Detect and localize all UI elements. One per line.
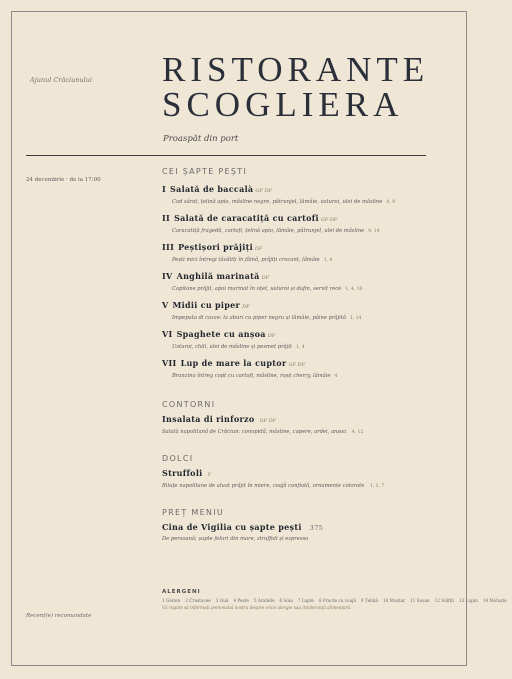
course-numeral: II — [162, 213, 171, 223]
allergen-note: Vă rugăm să informați personalul nostru despre orice alergie sau intoleranță alimentară. — [162, 604, 352, 610]
dolci-description: Biluțe napolitane de aluat prăjit în miere, coajă confiată, ornamente colorate — [162, 483, 365, 489]
allergen-list — [162, 598, 507, 605]
header-divider — [26, 155, 426, 156]
course-numeral: III — [162, 242, 175, 252]
course-name: Salată de caracatiță cu cartofi — [174, 213, 319, 223]
menu-description: De persoană; șapte feluri din mare, struffoli și espresso — [162, 536, 309, 542]
course-item — [162, 242, 424, 264]
title-line-2: SCOGLIERA — [162, 85, 404, 124]
allergen-entry: 13 Lupin — [458, 598, 478, 603]
course-name: Peștișori prăjiți — [178, 242, 253, 252]
allergen-codes: 1, 4 — [296, 345, 305, 350]
menu-price: 375 — [309, 524, 324, 532]
diet-badge: GF DF — [259, 418, 277, 424]
course-list — [162, 184, 424, 380]
sidebar-note: Recent(e) recomandate — [26, 613, 92, 619]
section-heading-dolci: DOLCI — [162, 454, 194, 463]
allergen-entry: 3 Ouă — [215, 598, 229, 603]
diet-badge: GF DF — [255, 188, 272, 194]
menu-name: Cina de Vigilia cu șapte pești — [162, 522, 302, 532]
allergen-codes: 4 — [334, 374, 338, 379]
allergen-entry: 7 Lapte — [297, 598, 314, 603]
allergen-entry: 12 Sulfiți — [434, 598, 454, 603]
allergen-entry: 10 Muștar — [383, 598, 405, 603]
allergen-codes: 4, 9 — [386, 200, 395, 205]
course-name: Lup de mare la cuptor — [180, 358, 287, 368]
course-description: Capitone prăjit, apoi marinat în oțet, usturoi și dafin, servit rece — [172, 286, 342, 292]
allergen-entry: 1 Gluten — [162, 598, 181, 603]
section-heading-fishes: CEI ȘAPTE PEȘTI — [162, 167, 248, 176]
section-heading-contorni: CONTORNI — [162, 400, 216, 409]
allergens-block — [162, 589, 507, 611]
course-description: Caracatiță fragedă, cartofi, țelină apio, lămâie, pătrunjel, ulei de măsline — [172, 228, 365, 234]
course-item — [162, 329, 424, 351]
course-name: Anghilă marinată — [176, 271, 260, 281]
diet-badge: GF DF — [320, 217, 338, 223]
restaurant-title — [162, 52, 429, 122]
course-item — [162, 213, 424, 235]
course-name: Salată de baccalà — [170, 184, 254, 194]
title-line-1: RISTORANTE — [162, 50, 430, 89]
allergen-codes: 1, 4 — [323, 258, 333, 263]
allergen-entry: 2 Crustacee — [185, 598, 211, 603]
allergen-entry: 4 Pește — [233, 598, 249, 603]
allergen-codes: 9, 14 — [368, 229, 380, 234]
course-item — [162, 271, 424, 293]
allergen-codes: 1, 4, 10 — [345, 287, 363, 292]
course-item — [162, 300, 424, 322]
allergen-entry: 5 Arahide — [253, 598, 275, 603]
course-item — [162, 358, 424, 380]
course-numeral: V — [162, 300, 169, 310]
course-numeral: VI — [162, 329, 173, 339]
diet-badge: DF — [261, 275, 270, 281]
allergen-entry: 9 Țelină — [360, 598, 379, 603]
section-heading-price: PREȚ MENIU — [162, 508, 225, 517]
diet-badge: DF — [254, 246, 263, 252]
course-description: Pești mici întregi tăvăliți în făină, prăjiți crocant, lămâie — [172, 257, 320, 263]
course-description: Impepata di cozze: la aburi cu piper negru și lămâie, pâine prăjită — [172, 315, 346, 321]
course-description: Cod sărat, țelină apio, măsline negre, pătrunjel, lămâie, usturoi, ulei de măsline — [172, 199, 383, 205]
course-name: Midii cu piper — [172, 300, 241, 310]
price-item — [162, 522, 424, 543]
allergen-entry: 14 Moluște — [482, 598, 507, 603]
occasion-label: Ajunul Crăciunului — [30, 76, 92, 84]
diet-badge: DF — [267, 333, 276, 339]
tagline: Proaspăt din port — [163, 134, 239, 144]
contorni-name: Insalata di rinforzo — [162, 414, 255, 424]
course-description: Usturoi, chili, ulei de măsline și pesmet prăjit — [172, 344, 293, 350]
dolci-name: Struffoli — [162, 468, 203, 478]
course-name: Spaghete cu anșoa — [176, 329, 266, 339]
course-numeral: VII — [162, 358, 177, 368]
dolci-item — [162, 468, 424, 490]
course-numeral: IV — [162, 271, 173, 281]
allergen-codes: 4, 12 — [351, 430, 364, 435]
diet-badge: V — [207, 472, 212, 478]
allergen-entry: 6 Soia — [279, 598, 293, 603]
contorni-description: Salată napolitană de Crăciun: conopidă, măsline, capere, ardei, anșoa — [162, 429, 347, 435]
allergen-codes: 1, 3, 7 — [369, 484, 385, 489]
diet-badge: DF — [242, 304, 250, 310]
event-datetime: 24 decembrie · de la 17:00 — [26, 177, 101, 183]
allergens-title: ALERGENI — [162, 589, 201, 595]
course-description: Branzino întreg copt cu cartofi, măsline, roșii cherry, lămâie — [172, 373, 331, 379]
menu-column — [162, 167, 424, 543]
allergen-codes: 1, 14 — [349, 316, 362, 321]
allergen-entry: 11 Susan — [410, 598, 430, 603]
allergen-entry: 8 Fructe cu coajă — [318, 598, 356, 603]
course-numeral: I — [162, 184, 167, 194]
contorni-item — [162, 414, 424, 436]
course-item — [162, 184, 424, 206]
diet-badge: GF DF — [288, 362, 305, 368]
